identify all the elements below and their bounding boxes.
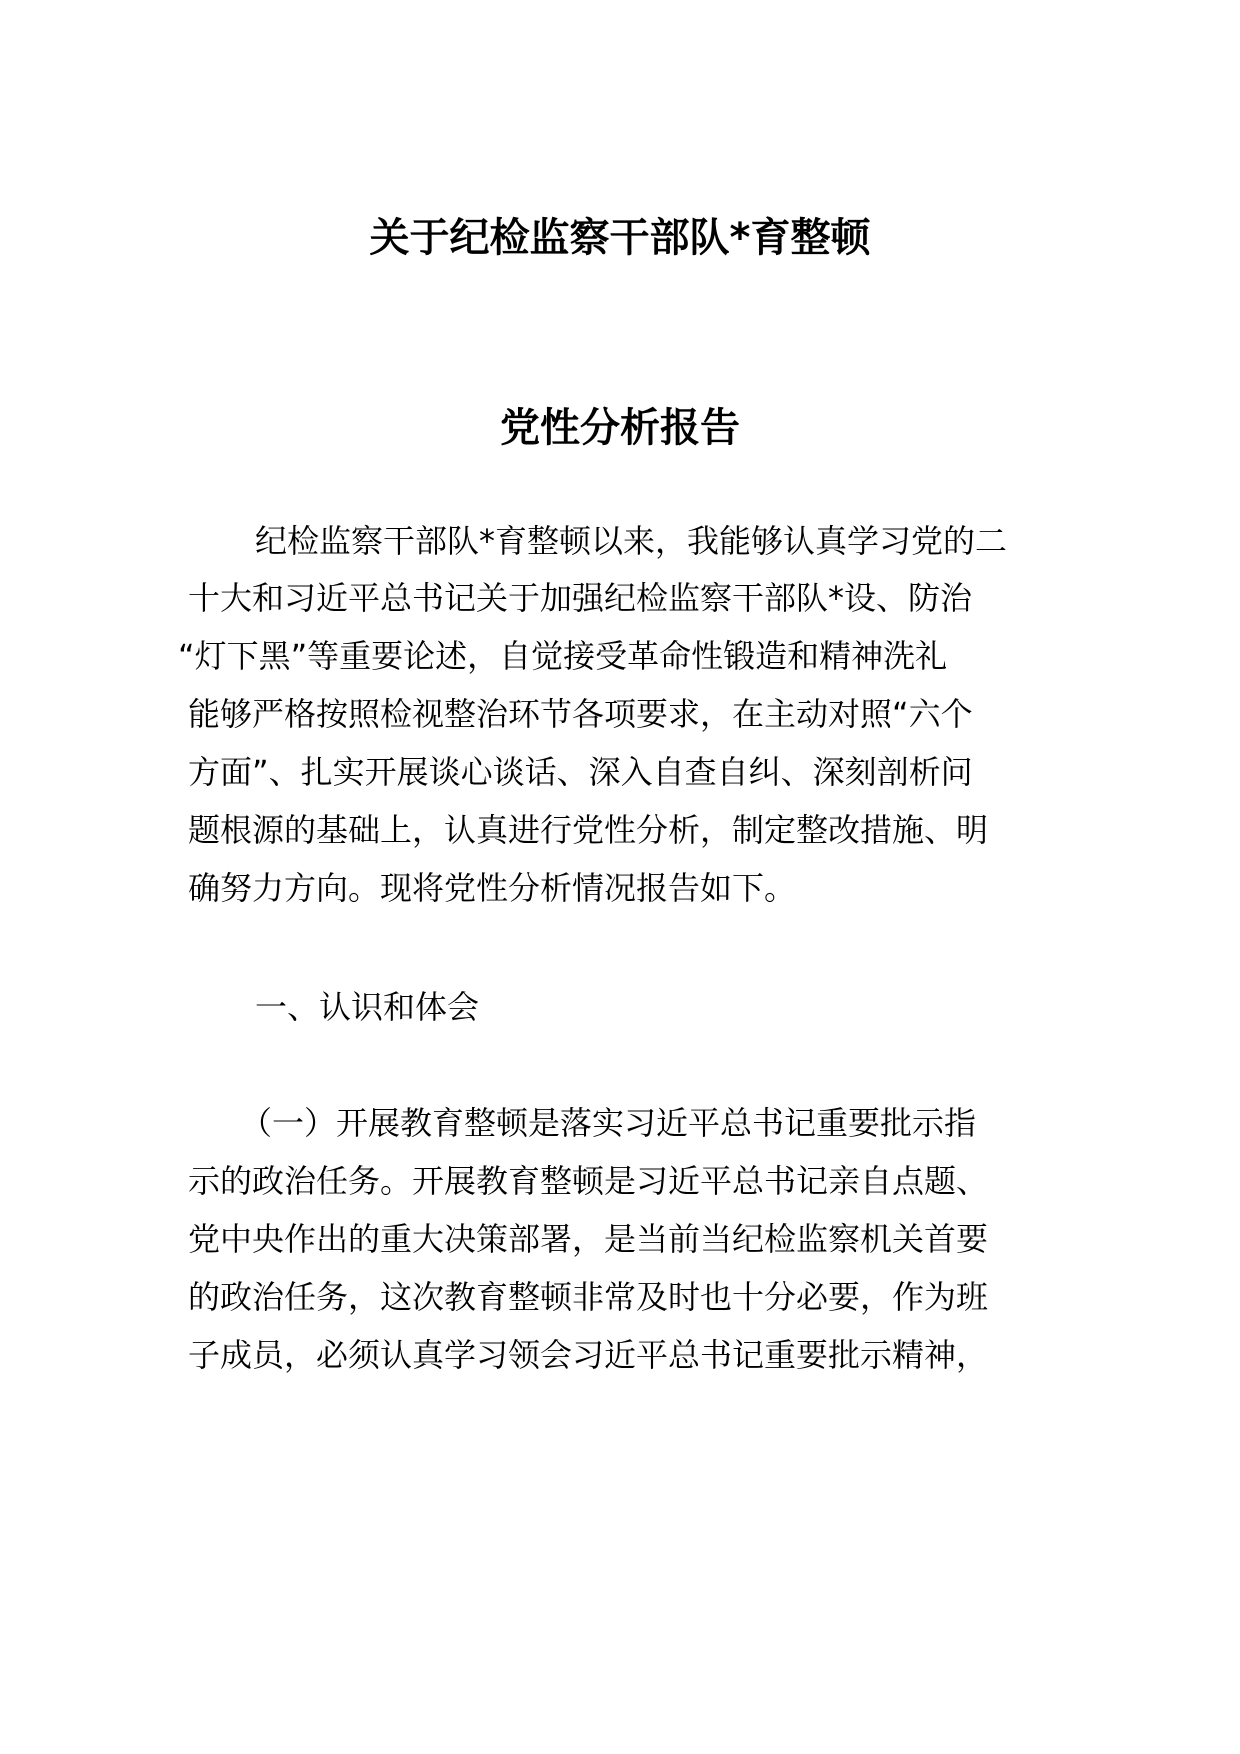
- paragraph-line: 十大和习近平总书记关于加强纪检监察干部队*设、防治: [188, 579, 973, 617]
- paragraph-line: 方面”、扎实开展谈心谈话、深入自查自纠、深刻剖析问: [188, 753, 973, 791]
- paragraph-line: （一）开展教育整顿是落实习近平总书记重要批示指: [240, 1104, 977, 1142]
- paragraph-line: 题根源的基础上，认真进行党性分析，制定整改措施、明: [188, 811, 989, 849]
- paragraph-line: 能够严格按照检视整治环节各项要求，在主动对照“六个: [188, 695, 973, 733]
- paragraph-line: 确努力方向。现将党性分析情况报告如下。: [188, 869, 797, 907]
- paragraph-line: 纪检监察干部队*育整顿以来，我能够认真学习党的二: [255, 522, 1008, 560]
- document-title-line-2: 党性分析报告: [500, 405, 740, 451]
- paragraph-line: “灯下黑”等重要论述，自觉接受革命性锻造和精神洗礼: [178, 637, 948, 675]
- section-heading: 一、认识和体会: [255, 988, 480, 1026]
- paragraph-line: 的政治任务，这次教育整顿非常及时也十分必要，作为班: [188, 1278, 989, 1316]
- paragraph-line: 党中央作出的重大决策部署，是当前当纪检监察机关首要: [188, 1220, 989, 1258]
- paragraph-line: 子成员，必须认真学习领会习近平总书记重要批示精神，: [188, 1336, 989, 1374]
- paragraph-line: 示的政治任务。开展教育整顿是习近平总书记亲自点题、: [188, 1162, 989, 1200]
- document-title-line-1: 关于纪检监察干部队*育整顿: [369, 215, 871, 261]
